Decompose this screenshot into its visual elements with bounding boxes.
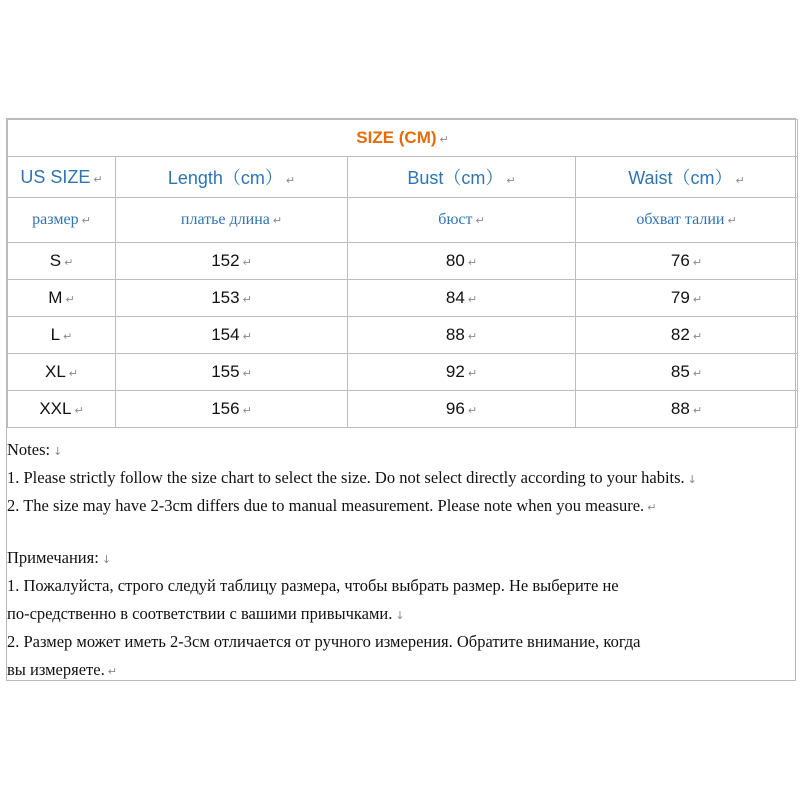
paragraph-mark: ↵ <box>506 174 516 187</box>
notes-section <box>7 428 795 684</box>
table-cell <box>576 243 798 280</box>
paragraph-mark: ↵ <box>242 367 252 380</box>
title-row <box>8 120 798 157</box>
notes-line <box>7 572 795 600</box>
table-row <box>8 391 798 428</box>
size-label: XXL <box>39 399 72 418</box>
size-label: S <box>49 251 62 270</box>
header-ru-waist: обхват талии <box>636 211 725 228</box>
bust-value: 88 <box>445 325 465 344</box>
paragraph-mark: ↵ <box>285 174 296 187</box>
bust-value: 96 <box>445 399 465 418</box>
table-cell <box>116 317 348 354</box>
paragraph-mark: ↵ <box>74 404 84 417</box>
notes-line <box>7 464 795 492</box>
size-table <box>7 119 798 428</box>
table-cell <box>576 280 798 317</box>
paragraph-mark: ↵ <box>93 172 103 186</box>
header-length: Length（cm） <box>167 168 283 188</box>
header-ru-cell <box>576 198 798 243</box>
note-en-1: 1. Please strictly follow the size chart to select the size. Do not select directly according to your habits. <box>7 468 685 487</box>
table-cell <box>348 391 576 428</box>
table-row <box>8 280 798 317</box>
paragraph-mark: ↵ <box>439 133 449 146</box>
title-cell <box>8 120 798 157</box>
table-row <box>8 243 798 280</box>
table-cell <box>8 354 116 391</box>
size-label: M <box>48 288 63 307</box>
header-ru-length: платье длина <box>180 211 270 228</box>
notes-ru-heading: Примечания: <box>7 548 99 567</box>
table-row <box>8 354 798 391</box>
paragraph-mark: ↵ <box>242 293 252 306</box>
size-chart <box>6 118 796 681</box>
header-ru-cell <box>348 198 576 243</box>
length-value: 154 <box>211 325 240 344</box>
waist-value: 76 <box>670 251 690 270</box>
table-cell <box>576 391 798 428</box>
paragraph-mark: ↵ <box>242 404 252 417</box>
waist-value: 79 <box>670 288 690 307</box>
table-cell <box>8 280 116 317</box>
paragraph-mark: ↵ <box>64 256 74 269</box>
header-row <box>8 157 798 198</box>
header-cell <box>8 157 116 198</box>
paragraph-mark: ↵ <box>242 330 252 343</box>
paragraph-mark: ↵ <box>692 293 703 306</box>
waist-value: 82 <box>670 325 690 344</box>
header-ru-row <box>8 198 798 243</box>
table-cell <box>8 391 116 428</box>
notes-heading: Notes: <box>7 440 51 459</box>
note-en-2: 2. The size may have 2-3cm differs due to manual measurement. Please note when you measure. <box>7 496 645 515</box>
paragraph-mark: ↵ <box>63 330 73 343</box>
paragraph-mark: ↵ <box>272 214 283 227</box>
bust-value: 84 <box>445 288 465 307</box>
table-cell <box>576 317 798 354</box>
table-cell <box>116 243 348 280</box>
header-cell <box>576 157 798 198</box>
size-label: L <box>50 325 61 344</box>
line-break-mark: ↓ <box>395 609 405 622</box>
line-break-mark: ↓ <box>687 473 697 486</box>
note-ru-2b: вы измеряете. <box>7 660 105 679</box>
chart-title: SIZE (CM) <box>356 128 437 147</box>
size-label: XL <box>44 362 66 381</box>
header-ru-cell <box>8 198 116 243</box>
note-ru-1b: по-средственно в соответствии с вашими привычками. <box>7 604 393 623</box>
waist-value: 88 <box>670 399 690 418</box>
table-cell <box>116 280 348 317</box>
notes-line <box>7 492 795 520</box>
line-break-mark: ↓ <box>101 553 112 566</box>
table-cell <box>348 317 576 354</box>
table-cell <box>116 354 348 391</box>
notes-line <box>7 628 795 656</box>
bust-value: 80 <box>445 251 465 270</box>
table-cell <box>116 391 348 428</box>
paragraph-mark: ↵ <box>692 256 703 269</box>
paragraph-mark: ↵ <box>81 214 91 227</box>
paragraph-mark: ↵ <box>467 404 478 417</box>
paragraph-mark: ↵ <box>475 214 485 227</box>
table-cell <box>348 243 576 280</box>
header-bust: Bust（cm） <box>407 168 504 188</box>
paragraph-mark: ↵ <box>68 367 78 380</box>
paragraph-mark: ↵ <box>727 214 737 227</box>
notes-gap <box>7 520 795 544</box>
paragraph-mark: ↵ <box>107 665 117 678</box>
length-value: 153 <box>211 288 240 307</box>
length-value: 156 <box>211 399 240 418</box>
header-ru-size: размер <box>32 211 79 228</box>
line-break-mark: ↓ <box>53 445 63 458</box>
header-ru-cell <box>116 198 348 243</box>
paragraph-mark: ↵ <box>647 501 657 514</box>
header-us-size: US SIZE <box>20 166 91 187</box>
paragraph-mark: ↵ <box>467 293 478 306</box>
paragraph-mark: ↵ <box>467 367 478 380</box>
table-cell <box>8 243 116 280</box>
length-value: 152 <box>211 251 240 270</box>
header-waist: Waist（cm） <box>628 168 733 188</box>
paragraph-mark: ↵ <box>65 293 75 306</box>
bust-value: 92 <box>445 362 465 381</box>
paragraph-mark: ↵ <box>692 330 703 343</box>
table-cell <box>576 354 798 391</box>
table-cell <box>348 354 576 391</box>
paragraph-mark: ↵ <box>467 330 478 343</box>
paragraph-mark: ↵ <box>467 256 478 269</box>
note-ru-2a: 2. Размер может иметь 2-3см отличается от ручного измерения. Обратите внимание, когда <box>7 632 641 651</box>
header-ru-bust: бюст <box>438 211 473 228</box>
notes-line <box>7 600 795 628</box>
table-cell <box>8 317 116 354</box>
paragraph-mark: ↵ <box>692 404 703 417</box>
notes-heading-line <box>7 436 795 464</box>
header-cell <box>116 157 348 198</box>
length-value: 155 <box>211 362 240 381</box>
header-cell <box>348 157 576 198</box>
note-ru-1a: 1. Пожалуйста, строго следуй таблицу размера, чтобы выбрать размер. Не выберите не <box>7 576 619 595</box>
waist-value: 85 <box>670 362 690 381</box>
paragraph-mark: ↵ <box>692 367 703 380</box>
notes-ru-heading-line <box>7 544 795 572</box>
paragraph-mark: ↵ <box>735 174 745 187</box>
notes-line <box>7 656 795 684</box>
table-row <box>8 317 798 354</box>
paragraph-mark: ↵ <box>242 256 252 269</box>
table-cell <box>348 280 576 317</box>
